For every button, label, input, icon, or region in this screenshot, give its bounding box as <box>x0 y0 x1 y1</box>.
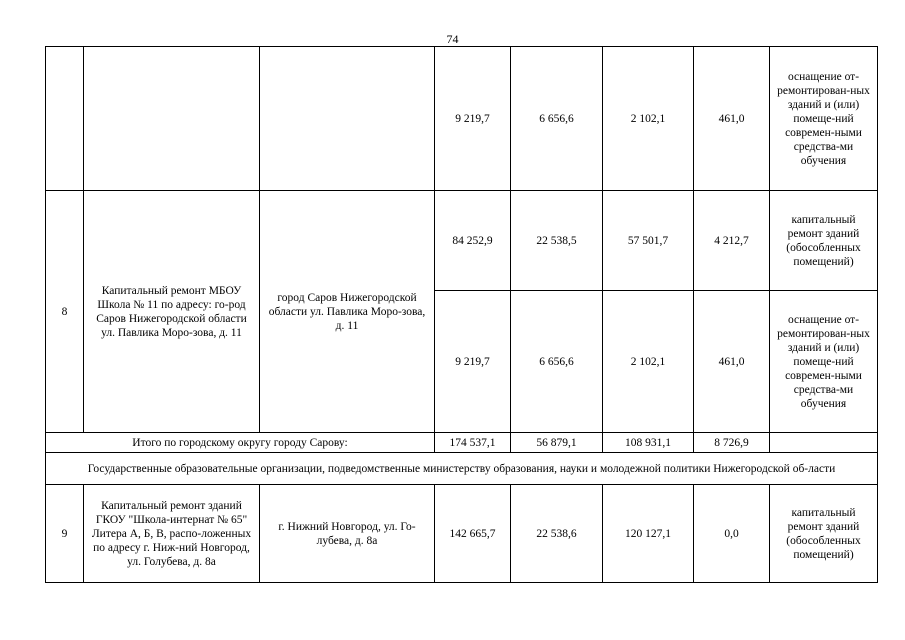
cell-total: 9 219,7 <box>435 47 511 191</box>
cell-address <box>260 47 435 191</box>
cell-object <box>84 47 260 191</box>
cell-object: Капитальный ремонт зданий ГКОУ "Школа-интернат № 65" Литера А, Б, В, распо-ложенных по адресу г. Ниж-ний Новгород, ул. Голубева, д. 8а <box>84 485 260 583</box>
cell-regional: 2 102,1 <box>603 47 694 191</box>
cell-address: г. Нижний Новгород, ул. Го-лубева, д. 8а <box>260 485 435 583</box>
cell-regional: 57 501,7 <box>603 191 694 291</box>
cell-federal: 22 538,6 <box>511 485 603 583</box>
table-row-section-header <box>46 453 878 485</box>
table-row-subtotal <box>46 433 878 453</box>
cell-number: 9 <box>46 485 84 583</box>
cell-local: 4 212,7 <box>694 191 770 291</box>
section-title: Государственные образовательные организации, подведомственные министерству образования, науки и молодежной политики Нижегородской об-ласти <box>46 453 878 485</box>
cell-purpose: оснащение от-ремонтирован-ных зданий и (или) помеще-ний современ-ными средства-ми обучения <box>770 47 878 191</box>
financing-table <box>45 46 878 583</box>
cell-purpose: капитальный ремонт зданий (обособленных помещений) <box>770 191 878 291</box>
cell-address: город Саров Нижегородской области ул. Павлика Моро-зова, д. 11 <box>260 191 435 433</box>
cell-local: 0,0 <box>694 485 770 583</box>
cell-purpose: оснащение от-ремонтирован-ных зданий и (или) помеще-ний современ-ными средства-ми обучения <box>770 291 878 433</box>
subtotal-label: Итого по городскому округу городу Сарову: <box>46 433 435 453</box>
table-row-continuation <box>46 47 878 191</box>
cell-federal: 56 879,1 <box>511 433 603 453</box>
table-row-8a <box>46 191 878 291</box>
cell-total: 142 665,7 <box>435 485 511 583</box>
cell-local: 461,0 <box>694 291 770 433</box>
table-row-9 <box>46 485 878 583</box>
cell-regional: 120 127,1 <box>603 485 694 583</box>
cell-local: 8 726,9 <box>694 433 770 453</box>
cell-total: 174 537,1 <box>435 433 511 453</box>
cell-purpose: капитальный ремонт зданий (обособленных помещений) <box>770 485 878 583</box>
cell-federal: 22 538,5 <box>511 191 603 291</box>
cell-federal: 6 656,6 <box>511 47 603 191</box>
cell-regional: 108 931,1 <box>603 433 694 453</box>
cell-federal: 6 656,6 <box>511 291 603 433</box>
cell-number <box>46 47 84 191</box>
cell-local: 461,0 <box>694 47 770 191</box>
cell-total: 84 252,9 <box>435 191 511 291</box>
cell-total: 9 219,7 <box>435 291 511 433</box>
cell-purpose <box>770 433 878 453</box>
cell-number: 8 <box>46 191 84 433</box>
cell-object: Капитальный ремонт МБОУ Школа № 11 по адресу: го-род Саров Нижегородской области ул. Павлика Моро-зова, д. 11 <box>84 191 260 433</box>
page-number: 74 <box>446 32 459 46</box>
cell-regional: 2 102,1 <box>603 291 694 433</box>
